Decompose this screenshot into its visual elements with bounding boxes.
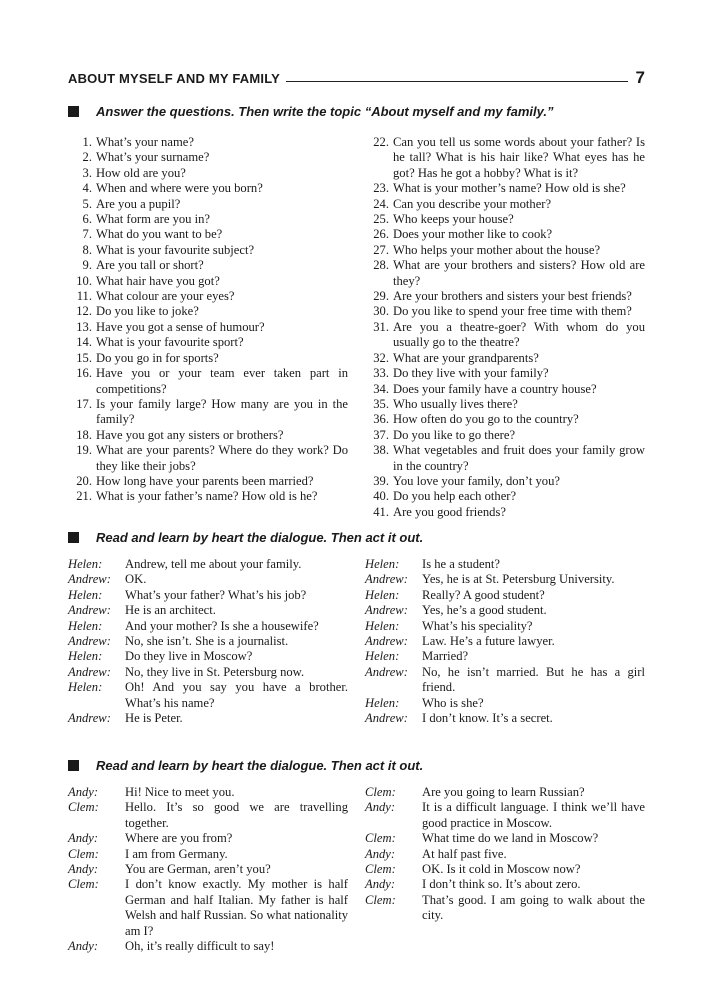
speech-text: I don’t know exactly. My mother is half German and half Italian. My father is half Welsh and half Russian. So what nationality am I? [125,877,348,938]
question-text: Can you tell us some words about your father? Is he tall? What is his hair like? What eyes has he got? Has he got a hobby? What is it? [393,135,645,180]
question-item [68,443,348,474]
speaker-name: Andy: [365,846,396,861]
question-text: What is your favourite subject? [96,242,255,257]
question-text: What do you want to be? [96,227,223,242]
question-text: What vegetables and fruit does your family grow in the country? [393,443,645,473]
question-text: What colour are your eyes? [96,289,235,304]
speech-text: Yes, he is at St. Petersburg University. [422,572,615,587]
square-bullet-icon [68,760,79,771]
speech-text: Where are you from? [125,831,233,846]
question-item [365,258,645,289]
speech-text: Law. He’s a future lawyer. [422,634,555,649]
question-text: Do you like to joke? [96,304,199,319]
speech-text: At half past five. [422,846,507,861]
speech-text: Is he a student? [422,557,500,571]
speaker-name: Andy: [68,862,99,877]
question-item [365,505,645,520]
question-number: 6. [82,212,92,227]
question-item [68,397,348,428]
question-text: Do you like to spend your free time with them? [393,304,632,319]
speech-text: Oh! And you say you have a brother. What’s his name? [125,680,348,710]
question-text: Who usually lives there? [393,396,518,411]
speaker-name: Andrew: [68,711,111,726]
speaker-name: Helen: [68,587,103,602]
speaker-name: Clem: [365,785,396,799]
dialogue-line [68,711,348,726]
speech-text: OK. Is it cold in Moscow now? [422,862,581,877]
dialogue-2-right-column [365,785,645,954]
chapter-title: ABOUT MYSELF AND MY FAMILY [68,71,281,86]
question-text: Can you describe your mother? [393,196,552,211]
speech-text: Hi! Nice to meet you. [125,785,235,799]
speech-text: No, he isn’t married. But he has a girl friend. [422,664,645,695]
speaker-name: Helen: [68,618,103,633]
speaker-name: Helen: [68,557,103,571]
question-number: 28. [373,258,389,273]
question-item [68,135,348,150]
speaker-name: Andrew: [68,603,111,618]
question-text: What are your parents? Where do they work? Do they like their jobs? [96,443,348,473]
dialogue-line [365,877,645,892]
question-number: 27. [373,242,389,257]
dialogue-line [365,847,645,862]
dialogue-line [68,649,348,664]
speech-text: Yes, he’s a good student. [422,603,547,618]
question-number: 39. [373,473,389,488]
speaker-name: Helen: [68,680,103,695]
question-number: 34. [373,381,389,396]
speaker-name: Andy: [68,785,99,799]
dialogue-line [365,862,645,877]
dialogue-line [365,831,645,846]
question-text: What is your mother’s name? How old is she? [393,181,626,196]
question-text: When and where were you born? [96,181,263,196]
dialogue-line [68,847,348,862]
question-item [68,335,348,350]
question-item [68,289,348,304]
question-number: 30. [373,304,389,319]
question-number: 18. [76,427,92,442]
question-text: Is your family large? How many are you in the family? [96,396,348,427]
dialogue-line [68,939,348,954]
speaker-name: Clem: [68,877,99,892]
question-text: Do they live with your family? [393,366,549,381]
question-number: 12. [76,304,92,319]
question-item [365,474,645,489]
dialogue-1-section [68,557,645,726]
question-text: What form are you in? [96,212,210,227]
speaker-name: Helen: [365,649,400,664]
task-1-heading [68,104,645,119]
question-item [68,274,348,289]
speaker-name: Helen: [365,557,400,571]
question-item [68,304,348,319]
speech-text: What’s his speciality? [422,618,533,633]
question-item [68,320,348,335]
speech-text: Andrew, tell me about your family. [125,557,302,571]
question-item [68,428,348,443]
task-1-instruction: Answer the questions. Then write the topic “About myself and my family.” [96,104,554,119]
dialogue-line [68,785,348,800]
task-2-heading [68,530,645,545]
speaker-name: Helen: [365,587,400,602]
dialogue-2-left-column [68,785,348,954]
question-number: 35. [373,396,389,411]
question-text: What is your favourite sport? [96,335,244,350]
question-number: 11. [76,289,92,304]
question-item [68,197,348,212]
question-number: 16. [76,366,92,381]
question-item [365,428,645,443]
question-item [68,150,348,165]
task-3-heading [68,758,645,773]
question-text: Are you good friends? [393,504,506,519]
question-number: 41. [373,504,389,519]
speech-text: No, they live in St. Petersburg now. [125,664,305,679]
speech-text: And your mother? Is she a housewife? [125,618,319,633]
question-item [365,382,645,397]
dialogue-line [68,800,348,831]
question-number: 1. [82,135,92,149]
speech-text: No, she isn’t. She is a journalist. [125,634,289,649]
speech-text: Hello. It’s so good we are travelling together. [125,800,348,830]
question-text: Do you help each other? [393,489,517,504]
question-item [365,489,645,504]
dialogue-line [365,649,645,664]
questions-section [68,135,645,520]
question-item [365,197,645,212]
question-item [68,474,348,489]
speaker-name: Andrew: [68,664,111,679]
speaker-name: Clem: [365,892,396,907]
question-text: Who keeps your house? [393,212,514,227]
question-item [68,243,348,258]
question-text: How old are you? [96,165,186,180]
speech-text: I am from Germany. [125,846,228,861]
question-number: 21. [76,489,92,504]
dialogue-line [68,680,348,711]
question-number: 20. [76,473,92,488]
speech-text: What’s your father? What’s his job? [125,587,307,602]
question-text: What hair have you got? [96,273,220,288]
question-item [68,227,348,242]
speaker-name: Andrew: [68,634,111,649]
question-text: Do you go in for sports? [96,350,219,365]
question-number: 15. [76,350,92,365]
question-text: Are you a theatre-goer? With whom do you usually go to the theatre? [393,319,645,350]
question-item [365,135,645,181]
speaker-name: Andrew: [365,711,408,726]
question-number: 36. [373,412,389,427]
dialogue-line [68,557,348,572]
speaker-name: Clem: [365,831,396,846]
question-text: What are your grandparents? [393,350,539,365]
question-number: 38. [373,443,389,458]
speech-text: OK. [125,572,147,587]
question-number: 8. [82,242,92,257]
speaker-name: Andrew: [365,603,408,618]
speech-text: I don’t know. It’s a secret. [422,711,553,726]
speaker-name: Andrew: [365,572,408,587]
dialogue-2-section [68,785,645,954]
speaker-name: Clem: [68,846,99,861]
question-text: How long have your parents been married? [96,473,314,488]
speaker-name: Andy: [365,800,396,815]
speaker-name: Clem: [68,800,99,815]
speech-text: He is Peter. [125,711,183,726]
square-bullet-icon [68,532,79,543]
speaker-name: Andrew: [365,664,408,679]
questions-right-column [365,135,645,520]
question-text: Have you or your team ever taken part in competitions? [96,366,348,396]
question-number: 2. [82,150,92,165]
speech-text: Who is she? [422,695,484,710]
dialogue-line [365,619,645,634]
speech-text: I don’t think so. It’s about zero. [422,877,581,892]
page-header [68,66,645,86]
question-text: Are your brothers and sisters your best friends? [393,289,632,304]
question-number: 29. [373,289,389,304]
question-text: Who helps your mother about the house? [393,242,601,257]
question-number: 32. [373,350,389,365]
question-item [365,366,645,381]
question-text: What’s your name? [96,135,194,149]
speech-text: It is a difficult language. I think we’ll have good practice in Moscow. [422,800,645,830]
speech-text: What time do we land in Moscow? [422,831,599,846]
question-number: 7. [82,227,92,242]
speech-text: Married? [422,649,469,664]
dialogue-line [365,665,645,696]
dialogue-line [365,572,645,587]
question-number: 19. [76,443,92,458]
question-item [365,227,645,242]
question-item [365,351,645,366]
question-item [365,243,645,258]
question-item [68,351,348,366]
question-number: 14. [76,335,92,350]
dialogue-line [68,588,348,603]
question-number: 33. [373,366,389,381]
question-number: 9. [82,258,92,273]
dialogue-line [365,711,645,726]
question-item [365,320,645,351]
question-number: 5. [82,196,92,211]
dialogue-line [68,603,348,618]
questions-left-column [68,135,348,520]
dialogue-1-right-column [365,557,645,726]
question-number: 13. [76,319,92,334]
dialogue-line [365,557,645,572]
question-number: 31. [373,319,389,334]
page-number: 7 [635,68,645,87]
header-rule [286,81,628,82]
dialogue-line [365,893,645,924]
speaker-name: Andy: [68,831,99,846]
question-text: Have you got any sisters or brothers? [96,427,284,442]
speaker-name: Helen: [365,695,400,710]
speaker-name: Helen: [365,618,400,633]
question-number: 40. [373,489,389,504]
question-item [365,212,645,227]
question-item [365,304,645,319]
dialogue-line [68,831,348,846]
dialogue-line [365,800,645,831]
question-number: 22. [373,135,389,149]
speech-text: Are you going to learn Russian? [422,785,585,799]
dialogue-1-left-column [68,557,348,726]
question-number: 10. [76,273,92,288]
speaker-name: Andrew: [68,572,111,587]
question-item [365,181,645,196]
dialogue-line [68,862,348,877]
speaker-name: Andrew: [365,634,408,649]
square-bullet-icon [68,106,79,117]
question-item [68,166,348,181]
dialogue-line [68,572,348,587]
question-number: 4. [82,181,92,196]
question-number: 37. [373,427,389,442]
question-text: What is your father’s name? How old is he? [96,489,318,504]
question-item [365,412,645,427]
dialogue-line [68,619,348,634]
speech-text: That’s good. I am going to walk about the city. [422,892,645,923]
speech-text: You are German, aren’t you? [125,862,271,877]
question-number: 26. [373,227,389,242]
dialogue-line [68,634,348,649]
speech-text: Really? A good student? [422,587,545,602]
speaker-name: Andy: [365,877,396,892]
speaker-name: Andy: [68,939,99,954]
question-number: 25. [373,212,389,227]
speech-text: He is an architect. [125,603,216,618]
question-text: Have you got a sense of humour? [96,319,265,334]
question-text: You love your family, don’t you? [393,473,560,488]
question-text: Does your family have a country house? [393,381,597,396]
question-text: Do you like to go there? [393,427,516,442]
question-text: What are your brothers and sisters? How old are they? [393,258,645,288]
speaker-name: Clem: [365,862,396,877]
question-item [365,397,645,412]
dialogue-line [68,877,348,939]
dialogue-line [365,603,645,618]
question-text: What’s your surname? [96,150,210,165]
dialogue-line [68,665,348,680]
dialogue-line [365,785,645,800]
question-item [68,212,348,227]
question-text: Are you tall or short? [96,258,204,273]
dialogue-line [365,588,645,603]
speech-text: Oh, it’s really difficult to say! [125,939,275,954]
question-number: 24. [373,196,389,211]
task-2-instruction: Read and learn by heart the dialogue. Then act it out. [96,530,424,545]
question-text: How often do you go to the country? [393,412,579,427]
question-number: 3. [82,165,92,180]
question-number: 23. [373,181,389,196]
question-text: Are you a pupil? [96,196,181,211]
dialogue-line [365,634,645,649]
question-item [365,289,645,304]
question-item [68,366,348,397]
speech-text: Do they live in Moscow? [125,649,253,664]
question-number: 17. [76,396,92,411]
question-item [68,258,348,273]
question-text: Does your mother like to cook? [393,227,553,242]
question-item [365,443,645,474]
question-item [68,489,348,504]
speaker-name: Helen: [68,649,103,664]
dialogue-line [365,696,645,711]
task-3-instruction: Read and learn by heart the dialogue. Then act it out. [96,758,424,773]
question-item [68,181,348,196]
